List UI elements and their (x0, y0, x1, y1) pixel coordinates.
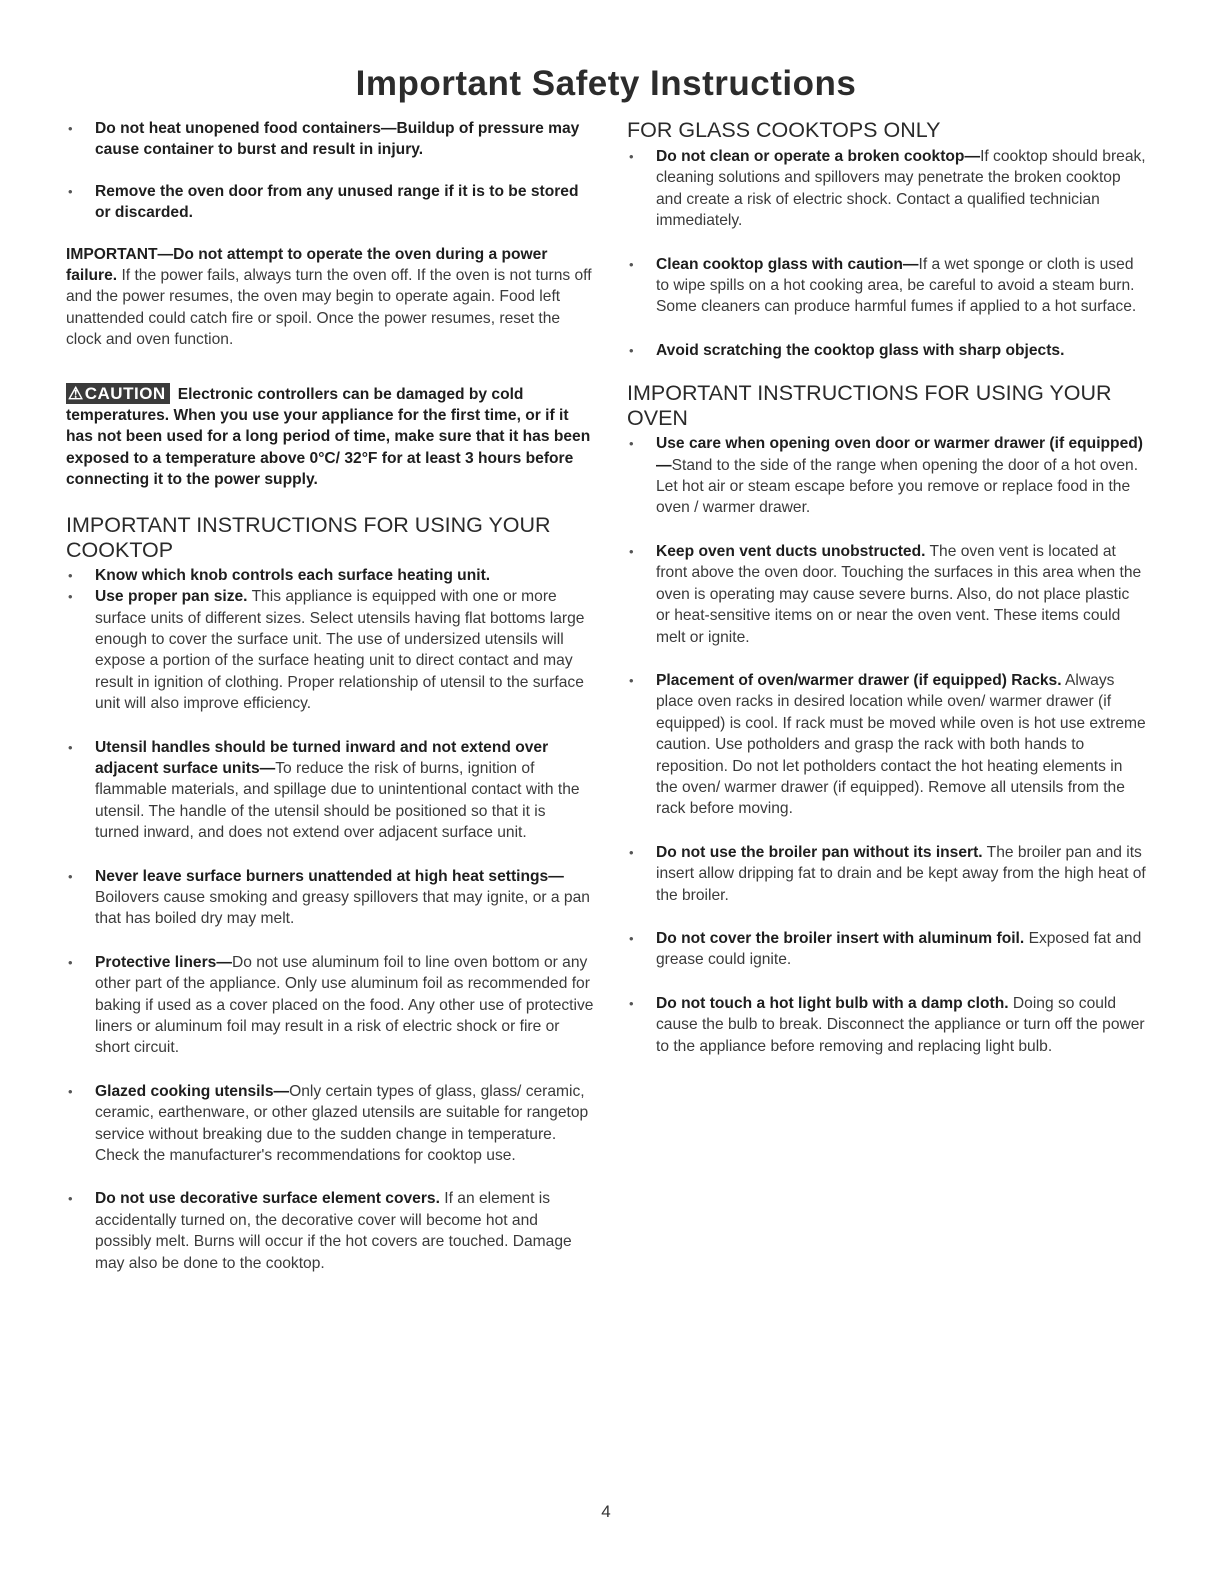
list-item (66, 1188, 594, 1274)
caution-text: Electronic controllers can be damaged by cold temperatures. When you use your appliance for the first time, or if it has not been used for a long period of time, make sure that it has been exposed to a temperature above 0°C/ 32°F for at least 3 hours before connecting it to the power supply. (66, 385, 591, 489)
list-item (627, 254, 1147, 318)
item-lead: Use care when opening oven door or warmer drawer (if equipped)— (656, 435, 1143, 474)
item-body: Exposed fat and grease could ignite. (656, 929, 1142, 969)
list-item (627, 146, 1147, 232)
item-body: This appliance is equipped with one or more surface units of different sizes. Select utensils having flat bottoms large enough to cover the surface unit. The use of undersized utensils will expose a portion of the surface heating unit to direct contact and may result in ignition of clothing. Proper relationship of utensil to the surface unit will also improve efficiency. (95, 588, 585, 713)
list-item (66, 1081, 594, 1167)
list-item (627, 928, 1147, 971)
right-column (627, 118, 1147, 1057)
list-item (66, 866, 594, 930)
list-item (627, 842, 1147, 906)
item-body: To reduce the risk of burns, ignition of flammable materials, and spillage due to unintentional contact with the utensil. The handle of the utensil should be positioned so that it is turned inward, and does not extend over adjacent surface unit. (95, 759, 580, 842)
item-body: If an element is accidentally turned on, the decorative cover will become hot and possibly melt. Burns will occur if the hot covers are touched. Damage may also be done to the cooktop. (95, 1190, 572, 1272)
important-lead: IMPORTANT—Do not attempt to operate the oven during a power failure. (66, 245, 548, 285)
list-item (627, 670, 1147, 820)
item-lead: Do not use the broiler pan without its insert. (656, 843, 983, 861)
warning-triangle-icon: ⚠ (68, 383, 84, 403)
item-body: If cooktop should break, cleaning solutions and spillovers may penetrate the broken cooktop and create a risk of electric shock. Contact a qualified technician immediately. (656, 148, 1146, 230)
caution-notice (66, 383, 594, 491)
item-body: Boilovers cause smoking and greasy spillovers that may ignite, or a pan that has boiled dry may melt. (95, 888, 590, 928)
item-body: If a wet sponge or cloth is used to wipe spills on a hot cooking area, be careful to avoid a steam burn. Some cleaners can produce harmful fumes if applied to a hot surface. (656, 255, 1137, 316)
list-item (66, 565, 594, 586)
item-lead: Placement of oven/warmer drawer (if equipped) Racks. (656, 671, 1062, 689)
list-item (627, 541, 1147, 648)
oven-section-heading: IMPORTANT INSTRUCTIONS FOR USING YOUR OVEN (627, 381, 1112, 431)
item-body: Stand to the side of the range when opening the door of a hot oven. Let hot air or steam escape before you remove or replace food in the oven / warmer drawer. (656, 456, 1139, 517)
page-title: Important Safety Instructions (355, 64, 857, 103)
item-body: The broiler pan and its insert allow dripping fat to drain and be kept away from the high heat of the broiler. (656, 843, 1146, 904)
item-lead: Protective liners— (95, 953, 232, 971)
item-body: Always place oven racks in desired location while oven/ warmer drawer (if equipped) is cool. If rack must be moved while oven is hot use extreme caution. Use potholders and grasp the rack with both hands to reposition. Do not let potholders contact the hot heating elements in the oven/ warmer drawer (if equipped). Remove all utensils from the rack before moving. (656, 671, 1146, 818)
item-lead: Remove the oven door from any unused range if it is to be stored or discarded. (95, 182, 579, 222)
item-body: The oven vent is located at front above the oven door. Touching the surfaces in this area when the oven is operating may cause severe burns. Also, do not place plastic or heat-sensitive items on or near the oven vent. These items could melt or ignite. (656, 542, 1142, 646)
item-body: Only certain types of glass, glass/ ceramic, ceramic, earthenware, or other glazed utensils are suitable for rangetop service without breaking due to the sudden change in temperature. Check the manufacturer's recommendations for cooktop use. (95, 1082, 589, 1165)
item-lead: Keep oven vent ducts unobstructed. (656, 542, 926, 560)
list-item (66, 118, 594, 161)
list-item (66, 181, 594, 224)
list-item (66, 952, 594, 1059)
item-lead: Do not heat unopened food containers—Buildup of pressure may cause container to burst and result in injury. (95, 120, 580, 159)
item-lead: Utensil handles should be turned inward and not extend over adjacent surface units— (95, 738, 549, 777)
item-lead: Avoid scratching the cooktop glass with sharp objects. (656, 341, 1065, 359)
glass-section-heading: FOR GLASS COOKTOPS ONLY (627, 118, 941, 142)
caution-badge-label: CAUTION (84, 383, 166, 403)
item-lead: Clean cooktop glass with caution— (656, 255, 919, 273)
item-lead: Glazed cooking utensils— (95, 1082, 290, 1100)
page-number: 4 (601, 1502, 611, 1521)
important-body: If the power fails, always turn the oven off. If the oven is not turns off and the power resumes, the oven may begin to operate again. Food left unattended could catch fire or spoil. Once the power resumes, reset the clock and oven function. (66, 267, 592, 349)
left-column (66, 118, 594, 1274)
list-item (66, 737, 594, 844)
item-body: Do not use aluminum foil to line oven bottom or any other part of the appliance. Only use aluminum foil as recommended for baking if used as a cover placed on the food. Any other use of protective liners or aluminum foil may result in a risk of electric shock or fire or short circuit. (95, 953, 594, 1057)
item-lead: Never leave surface burners unattended at high heat settings— (95, 867, 564, 885)
caution-badge (66, 383, 170, 404)
list-item (627, 993, 1147, 1057)
cooktop-section-heading: IMPORTANT INSTRUCTIONS FOR USING YOUR COOKTOP (66, 512, 551, 562)
item-lead: Do not clean or operate a broken cooktop— (656, 148, 981, 165)
item-lead: Use proper pan size. (95, 588, 248, 606)
list-item (627, 340, 1147, 361)
list-item (627, 433, 1147, 519)
item-lead: Know which knob controls each surface heating unit. (95, 566, 491, 584)
item-body: Doing so could cause the bulb to break. Disconnect the appliance or turn off the power to the appliance before removing and replacing light bulb. (656, 994, 1145, 1055)
item-lead: Do not use decorative surface element covers. (95, 1190, 440, 1208)
item-lead: Do not cover the broiler insert with aluminum foil. (656, 929, 1025, 947)
item-lead: Do not touch a hot light bulb with a damp cloth. (656, 994, 1009, 1012)
list-item (66, 586, 594, 714)
important-paragraph (66, 244, 594, 351)
